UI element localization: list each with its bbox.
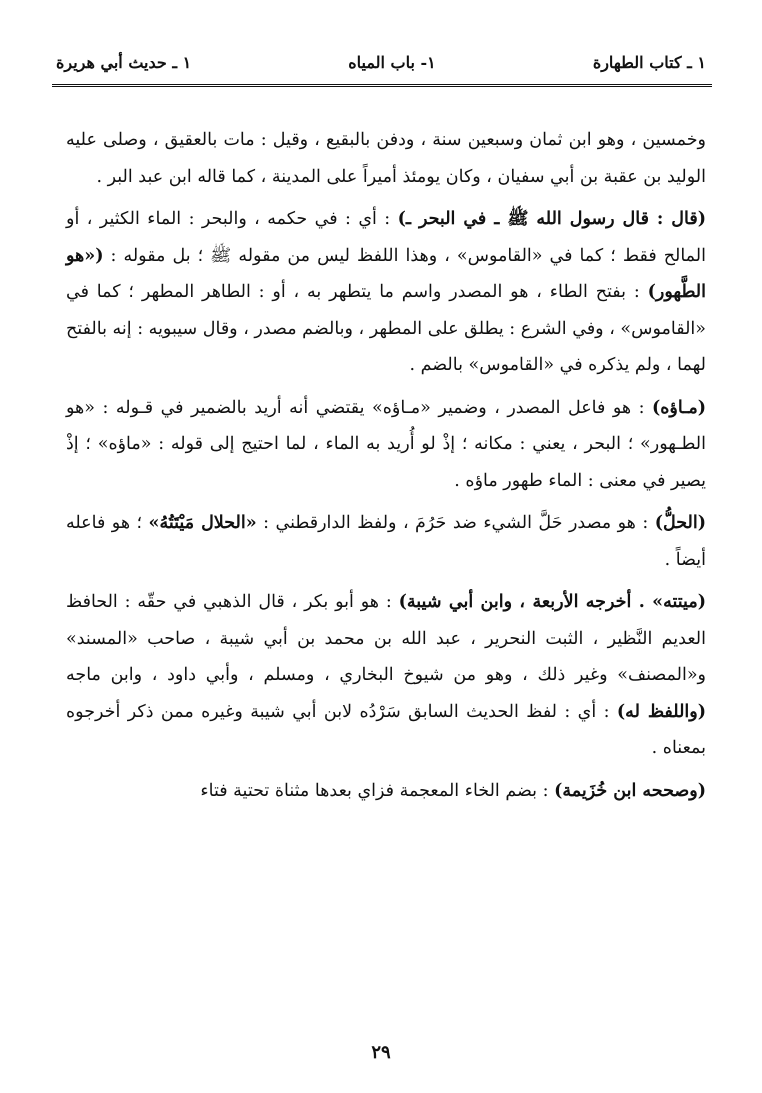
- text-segment: : بفتح الطاء ، هو المصدر واسم ما يتطهر به ، أو : الطاهر المطهر ؛ كما في «القاموس» ، وفي الشرع : يطلق على المطهر ، وبالضم مصدر ، وقال سيبويه : إنه بالفتح لهما ، ولم يذكره في «القاموس» بالضم .: [66, 282, 706, 375]
- lemma-segment: (مـاؤه): [651, 397, 706, 418]
- text-segment: : هو فاعل المصدر ، وضمير «مـاؤه» يقتضي أنه أريد بالضمير في قـوله : «هو الطـهور» ؛ البحر ، يعني : مكانه ؛ إذْ لو أُريد به الماء ، لما احتيج إلى قوله : «ماؤه» ؛ إذْ يصير في معنى : الماء طهور ماؤه .: [66, 397, 706, 491]
- main-text: [66, 122, 706, 815]
- text-segment: : أي : لفظ الحديث السابق سَرْدُه لابن أبي شيبة وغيره ممن ذكر أخرجوه بمعناه .: [66, 701, 706, 758]
- running-header: [56, 44, 706, 80]
- header-chapter-title: ١- باب المياه: [348, 52, 436, 72]
- header-book-title: ١ ـ كتاب الطهارة: [592, 52, 706, 72]
- page-number: ٢٩: [371, 1042, 391, 1063]
- lemma-segment: (الحلُّ): [654, 513, 706, 533]
- paragraph-1: [66, 122, 706, 195]
- lemma-segment: «الحلال مَيْتَتُهُ»: [148, 513, 257, 533]
- text-segment: : هو أبو بكر ، قال الذهبي في حقّه : الحافظ العديم النَّظير ، الثبت النحرير ، عبد الله بن محمد بن أبي شيبة ، صاحب «المسند» و«المصنف» وغير ذلك ، وهو من شيوخ البخاري ، ومسلم ، وأبي داود ، وابن ماجه: [66, 592, 706, 685]
- lemma-segment: («هو الطَّهور): [66, 245, 706, 302]
- header-hadith-title: ١ ـ حديث أبي هريرة: [56, 52, 192, 72]
- lemma-segment: (قال : قال رسول الله ﷺ ـ في البحر ـ): [397, 209, 706, 229]
- paragraph-6: [66, 773, 706, 810]
- text-segment: ؛ هو فاعله أيضاً .: [66, 513, 706, 570]
- lemma-segment: (ميتته» . أخرجه الأربعة ، وابن أبي شيبة): [398, 592, 706, 612]
- text-segment: : بضم الخاء المعجمة فزاي بعدها مثناة تحتية فتاء: [200, 780, 555, 801]
- text-segment: : هو مصدر حَلَّ الشيء ضد حَرُمَ ، ولفظ الدارقطني :: [256, 513, 655, 533]
- paragraph-4: [66, 505, 706, 578]
- header-divider: [52, 84, 712, 87]
- text-segment: وخمسين ، وهو ابن ثمان وسبعين سنة ، ودفن بالبقيع ، وقيل : مات بالعقيق ، وصلى عليه الوليد بن عقبة بن أبي سفيان ، وكان يومئذ أميراً على المدينة ، كما قاله ابن عبد البر .: [66, 130, 706, 187]
- lemma-segment: (وصححه ابن خُزَيمة): [554, 780, 706, 801]
- paragraph-2: [66, 201, 706, 384]
- paragraph-3: [66, 390, 706, 500]
- text-segment: : أي : في حكمه ، والبحر : الماء الكثير ، أو المالح فقط ؛ كما في «القاموس» ، وهذا اللفظ ليس من مقوله ﷺ ؛ بل مقوله :: [66, 209, 706, 266]
- paragraph-5: [66, 584, 706, 767]
- lemma-segment: (واللفظ له): [616, 701, 706, 722]
